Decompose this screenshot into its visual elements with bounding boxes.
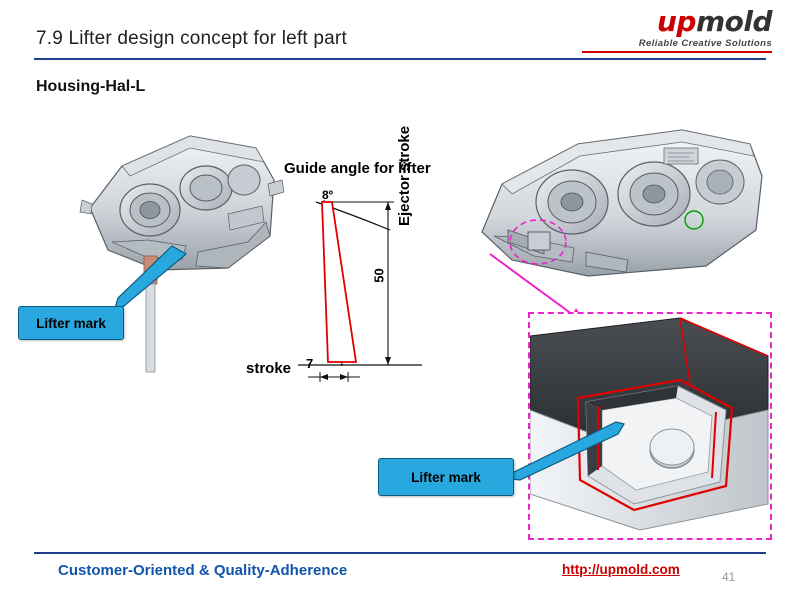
- logo-word-mold: mold: [695, 5, 772, 38]
- lifter-mark-right-callout[interactable]: [378, 458, 514, 496]
- lifter-mark-right-leader: [498, 420, 628, 490]
- ejector-stroke-value: 50: [371, 268, 387, 283]
- lifter-mark-left-label: Lifter mark: [36, 315, 106, 331]
- company-logo: [582, 5, 772, 56]
- logo-wordmark: [582, 5, 772, 38]
- lifter-mark-right-label: Lifter mark: [411, 469, 481, 485]
- page-number: 41: [722, 570, 736, 584]
- guide-angle-label: Guide angle for lifter: [284, 160, 431, 177]
- logo-tagline: Reliable Creative Solutions: [638, 38, 772, 49]
- lifter-mark-left-callout[interactable]: [18, 306, 124, 340]
- stroke-value: 7: [306, 356, 314, 371]
- sub-heading: Housing-Hal-L: [36, 78, 146, 95]
- ejector-stroke-label: Ejector stroke: [396, 125, 413, 226]
- guide-angle-value: 8º: [322, 188, 334, 202]
- title-divider: [34, 58, 766, 60]
- footer-url-link[interactable]: http://upmold.com: [562, 562, 680, 577]
- footer-slogan: Customer-Oriented & Quality-Adherence: [58, 562, 348, 579]
- stroke-label: stroke: [246, 360, 292, 377]
- footer-divider: [34, 552, 766, 554]
- logo-word-up: up: [656, 5, 696, 38]
- page-title: 7.9 Lifter design concept for left part: [36, 28, 347, 49]
- logo-underline: [582, 51, 772, 53]
